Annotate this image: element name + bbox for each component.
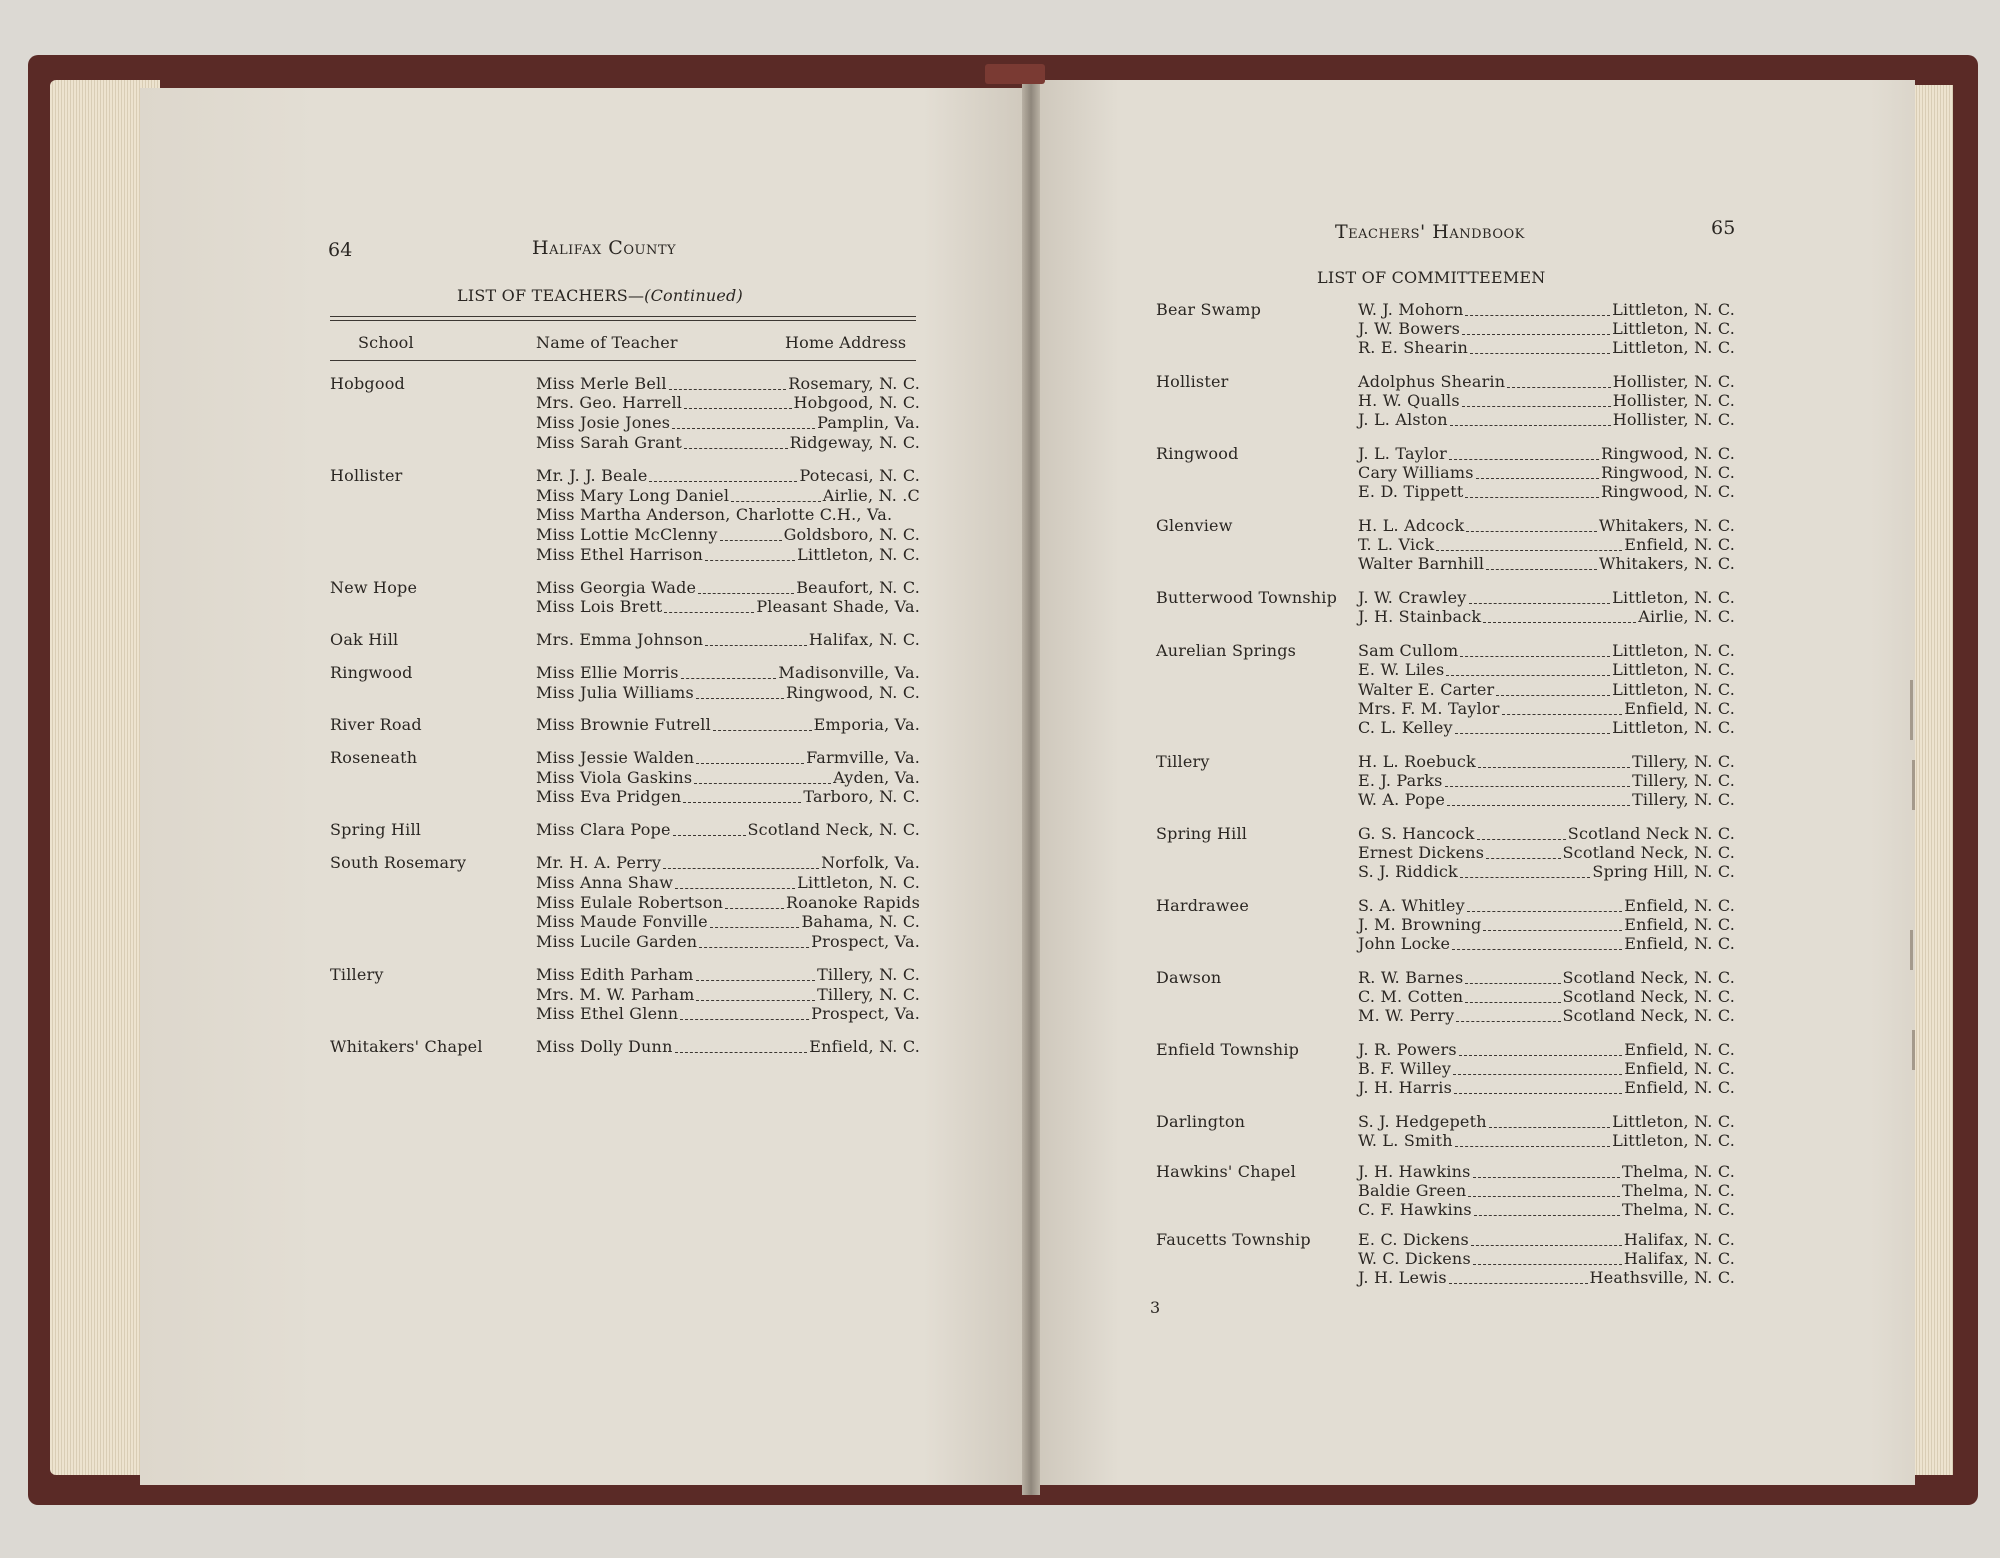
person-name: Mrs. F. M. Taylor: [1358, 699, 1500, 718]
home-address: Rosemary, N. C.: [788, 374, 920, 393]
spine-headband: [985, 64, 1045, 84]
leader-dots: [1445, 786, 1630, 787]
school-name: Ringwood: [1156, 444, 1239, 463]
leader-dots: [1496, 695, 1610, 696]
home-address: Littleton, N. C.: [1612, 718, 1735, 737]
person-name: M. W. Perry: [1358, 1006, 1455, 1025]
header-rule-bottom: [330, 360, 916, 361]
home-address: Potecasi, N. C.: [799, 466, 920, 485]
person-name: C. M. Cotten: [1358, 987, 1464, 1006]
home-address: Prospect, Va.: [811, 1004, 920, 1023]
leader-dots: [705, 645, 807, 646]
person-name: Miss Martha Anderson, Charlotte C.H., Va.: [536, 505, 893, 524]
right-page: [1030, 80, 1915, 1485]
person-name: J. L. Taylor: [1358, 444, 1447, 463]
person-name: Miss Maude Fonville: [536, 912, 708, 931]
home-address: Hollister, N. C.: [1612, 410, 1735, 429]
home-address: Tillery, N. C.: [1632, 771, 1735, 790]
person-name: W. J. Mohorn: [1358, 300, 1464, 319]
show-through-mark: [1912, 760, 1915, 810]
leader-dots: [1449, 1283, 1588, 1284]
home-address: Enfield, N. C.: [1624, 535, 1735, 554]
home-address: Tillery, N. C.: [817, 965, 920, 984]
home-address: Whitakers, N. C.: [1598, 516, 1735, 535]
leader-dots: [1465, 983, 1561, 984]
leader-dots: [1459, 1055, 1622, 1056]
person-name: H. L. Adcock: [1358, 516, 1465, 535]
person-name: J. H. Lewis: [1358, 1268, 1447, 1287]
person-name: W. A. Pope: [1358, 790, 1446, 809]
school-name: Glenview: [1156, 516, 1233, 535]
school-name: Enfield Township: [1156, 1040, 1300, 1059]
home-address: Littleton, N. C.: [1612, 338, 1735, 357]
leader-dots: [1436, 550, 1622, 551]
school-name: River Road: [330, 715, 422, 734]
person-name: Baldie Green: [1358, 1181, 1467, 1200]
leader-dots: [696, 980, 815, 981]
person-name: Miss Ellie Morris: [536, 663, 679, 682]
leader-dots: [696, 763, 804, 764]
home-address: Halifax, N. C.: [1623, 1230, 1735, 1249]
leader-dots: [1462, 406, 1611, 407]
person-name: W. C. Dickens: [1358, 1249, 1471, 1268]
leader-dots: [1469, 603, 1610, 604]
left-page-number: 64: [328, 239, 353, 261]
school-name: New Hope: [330, 578, 418, 597]
home-address: Ringwood, N. C.: [1601, 444, 1735, 463]
person-name: C. L. Kelley: [1358, 718, 1453, 737]
leader-dots: [675, 888, 795, 889]
school-name: Spring Hill: [1156, 824, 1248, 843]
person-name: E. J. Parks: [1358, 771, 1443, 790]
column-header-address: Home Address: [785, 333, 907, 352]
leader-dots: [1476, 478, 1599, 479]
person-name: S. J. Hedgepeth: [1358, 1112, 1487, 1131]
person-name: Walter Barnhill: [1358, 554, 1485, 573]
leader-dots: [1450, 425, 1611, 426]
leader-dots: [1466, 531, 1597, 532]
leader-dots: [684, 408, 792, 409]
show-through-mark: [1910, 930, 1913, 970]
leader-dots: [1489, 1127, 1610, 1128]
right-section-title: LIST OF COMMITTEEMEN: [1317, 268, 1546, 287]
home-address: Enfield, N. C.: [1624, 1040, 1735, 1059]
person-name: Miss Clara Pope: [536, 820, 671, 839]
person-name: J. R. Powers: [1358, 1040, 1457, 1059]
home-address: Roanoke Rapids: [786, 893, 920, 912]
leader-dots: [1486, 569, 1597, 570]
home-address: Littleton, N. C.: [1612, 641, 1735, 660]
home-address: Airlie, N. .C: [822, 486, 920, 505]
home-address: Littleton, N. C.: [1612, 680, 1735, 699]
home-address: Heathsville, N. C.: [1589, 1268, 1735, 1287]
leader-dots: [713, 730, 812, 731]
leader-dots: [1456, 1021, 1561, 1022]
home-address: Ridgeway, N. C.: [789, 433, 920, 452]
leader-dots: [1460, 877, 1590, 878]
home-address: Halifax, N. C.: [1623, 1249, 1735, 1268]
leader-dots: [663, 868, 819, 869]
leader-dots: [1465, 315, 1610, 316]
home-address: Scotland Neck, N. C.: [1562, 968, 1735, 987]
header-rule-top-2: [330, 320, 916, 321]
person-name: Miss Brownie Futrell: [536, 715, 711, 734]
home-address: Airlie, N. C.: [1638, 607, 1735, 626]
leader-dots: [675, 1052, 807, 1053]
home-address: Littleton, N. C.: [1612, 319, 1735, 338]
person-name: Mr. H. A. Perry: [536, 853, 662, 872]
home-address: Spring Hill, N. C.: [1592, 862, 1735, 881]
leader-dots: [681, 678, 776, 679]
person-name: Mrs. Emma Johnson: [536, 630, 704, 649]
leader-dots: [1502, 714, 1622, 715]
person-name: H. W. Qualls: [1358, 391, 1460, 410]
leader-dots: [1453, 1074, 1622, 1075]
person-name: Miss Ethel Harrison: [536, 545, 703, 564]
school-name: Oak Hill: [330, 630, 399, 649]
person-name: Miss Edith Parham: [536, 965, 694, 984]
person-name: Mrs. Geo. Harrell: [536, 393, 683, 412]
home-address: Hollister, N. C.: [1612, 391, 1735, 410]
school-name: Dawson: [1156, 968, 1222, 987]
leader-dots: [1455, 1146, 1610, 1147]
school-name: Aurelian Springs: [1156, 641, 1297, 660]
leader-dots: [1455, 733, 1610, 734]
leader-dots: [1478, 767, 1630, 768]
school-name: Ringwood: [330, 663, 413, 682]
home-address: Pamplin, Va.: [817, 413, 920, 432]
person-name: Mrs. M. W. Parham: [536, 985, 695, 1004]
school-name: Hawkins' Chapel: [1156, 1162, 1296, 1181]
home-address: Hollister, N. C.: [1612, 372, 1735, 391]
home-address: Norfolk, Va.: [821, 853, 920, 872]
leader-dots: [683, 802, 801, 803]
school-name: South Rosemary: [330, 853, 467, 872]
person-name: Miss Sarah Grant: [536, 433, 682, 452]
home-address: Scotland Neck, N. C.: [747, 820, 920, 839]
leader-dots: [1449, 459, 1599, 460]
person-name: J. M. Browning: [1358, 915, 1482, 934]
person-name: Adolphus Shearin: [1358, 372, 1506, 391]
school-name: Bear Swamp: [1156, 300, 1262, 319]
home-address: Enfield, N. C.: [1624, 915, 1735, 934]
home-address: Halifax, N. C.: [808, 630, 920, 649]
person-name: Miss Mary Long Daniel: [536, 486, 730, 505]
person-name: E. D. Tippett: [1358, 482, 1464, 501]
right-page-number: 65: [1711, 217, 1736, 239]
person-name: C. F. Hawkins: [1358, 1200, 1472, 1219]
person-name: Mr. J. J. Beale: [536, 466, 648, 485]
leader-dots: [705, 560, 795, 561]
leader-dots: [1447, 805, 1630, 806]
person-name: Miss Julia Williams: [536, 683, 694, 702]
leader-dots: [1483, 930, 1622, 931]
person-name: J. H. Harris: [1358, 1078, 1452, 1097]
person-name: Miss Georgia Wade: [536, 578, 697, 597]
leader-dots: [672, 428, 815, 429]
home-address: Tarboro, N. C.: [803, 787, 920, 806]
person-name: B. F. Willey: [1358, 1059, 1452, 1078]
person-name: Miss Lottie McClenny: [536, 525, 718, 544]
home-address: Madisonville, Va.: [778, 663, 920, 682]
leader-dots: [1465, 497, 1599, 498]
person-name: Miss Ethel Glenn: [536, 1004, 679, 1023]
home-address: Littleton, N. C.: [797, 545, 920, 564]
leader-dots: [1462, 334, 1610, 335]
leader-dots: [684, 448, 788, 449]
school-name: Hardrawee: [1156, 896, 1250, 915]
person-name: Miss Viola Gaskins: [536, 768, 693, 787]
signature-mark: 3: [1150, 1298, 1161, 1317]
leader-dots: [673, 835, 746, 836]
home-address: Emporia, Va.: [813, 715, 920, 734]
person-name: Miss Lucile Garden: [536, 932, 698, 951]
person-name: G. S. Hancock: [1358, 824, 1475, 843]
leader-dots: [1474, 1215, 1620, 1216]
home-address: Scotland Neck, N. C.: [1562, 843, 1735, 862]
home-address: Littleton, N. C.: [1612, 1131, 1735, 1150]
school-name: Hobgood: [330, 374, 405, 393]
home-address: Enfield, N. C.: [1624, 699, 1735, 718]
leader-dots: [696, 1000, 815, 1001]
person-name: S. J. Riddick: [1358, 862, 1458, 881]
left-section-title: [457, 286, 743, 306]
home-address: Ayden, Va.: [833, 768, 920, 787]
home-address: Scotland Neck, N. C.: [1562, 1006, 1735, 1025]
person-name: J. W. Crawley: [1358, 588, 1467, 607]
school-name: Roseneath: [330, 748, 418, 767]
person-name: Sam Cullom: [1358, 641, 1459, 660]
home-address: Enfield, N. C.: [1624, 896, 1735, 915]
school-name: Hollister: [1156, 372, 1229, 391]
leader-dots: [699, 947, 809, 948]
home-address: Enfield, N. C.: [1624, 1059, 1735, 1078]
school-name: Darlington: [1156, 1112, 1246, 1131]
person-name: Ernest Dickens: [1358, 843, 1485, 862]
leader-dots: [1452, 949, 1622, 950]
home-address: Ringwood, N. C.: [1601, 482, 1735, 501]
leader-dots: [664, 612, 754, 613]
school-name: Whitakers' Chapel: [330, 1037, 483, 1056]
person-name: Miss Eva Pridgen: [536, 787, 682, 806]
home-address: Littleton, N. C.: [1612, 300, 1735, 319]
home-address: Thelma, N. C.: [1622, 1181, 1735, 1200]
person-name: S. A. Whitley: [1358, 896, 1465, 915]
home-address: Littleton, N. C.: [1612, 660, 1735, 679]
leader-dots: [1454, 1093, 1622, 1094]
school-name: Spring Hill: [330, 820, 422, 839]
leader-dots: [1507, 387, 1611, 388]
leader-dots: [710, 927, 799, 928]
home-address: Pleasant Shade, Va.: [756, 597, 920, 616]
home-address: Tillery, N. C.: [1632, 790, 1735, 809]
home-address: Scotland Neck, N. C.: [1562, 987, 1735, 1006]
leader-dots: [696, 698, 784, 699]
leader-dots: [1467, 911, 1622, 912]
person-name: Miss Lois Brett: [536, 597, 663, 616]
home-address: Scotland Neck N. C.: [1567, 824, 1735, 843]
person-name: H. L. Roebuck: [1358, 752, 1476, 771]
header-rule-top: [330, 316, 916, 317]
person-name: Miss Anna Shaw: [536, 873, 674, 892]
home-address: Littleton, N. C.: [1612, 588, 1735, 607]
person-name: J. H. Hawkins: [1358, 1162, 1471, 1181]
person-name: R. E. Shearin: [1358, 338, 1469, 357]
home-address: Ringwood, N. C.: [786, 683, 920, 702]
leader-dots: [731, 501, 821, 502]
leader-dots: [1465, 1002, 1561, 1003]
person-name: E. C. Dickens: [1358, 1230, 1469, 1249]
home-address: Bahama, N. C.: [801, 912, 920, 931]
person-name: Miss Josie Jones: [536, 413, 671, 432]
home-address: Enfield, N. C.: [1624, 934, 1735, 953]
leader-dots: [1470, 353, 1610, 354]
person-name: J. W. Bowers: [1358, 319, 1460, 338]
home-address: Thelma, N. C.: [1622, 1200, 1735, 1219]
home-address: Littleton, N. C.: [1612, 1112, 1735, 1131]
leader-dots: [1471, 1245, 1622, 1246]
home-address: Whitakers, N. C.: [1598, 554, 1735, 573]
person-name: Miss Eulale Robertson: [536, 893, 724, 912]
home-address: Beaufort, N. C.: [796, 578, 920, 597]
leader-dots: [1468, 1196, 1620, 1197]
person-name: J. L. Alston: [1358, 410, 1448, 429]
leader-dots: [1446, 675, 1610, 676]
person-name: T. L. Vick: [1358, 535, 1435, 554]
right-running-head: Teachers' Handbook: [1335, 221, 1525, 243]
leader-dots: [649, 481, 797, 482]
home-address: Tillery, N. C.: [817, 985, 920, 1004]
person-name: E. W. Liles: [1358, 660, 1445, 679]
home-address: Tillery, N. C.: [1632, 752, 1735, 771]
leader-dots: [1477, 839, 1566, 840]
school-name: Faucetts Township: [1156, 1230, 1311, 1249]
home-address: Thelma, N. C.: [1622, 1162, 1735, 1181]
section-title-text: LIST OF TEACHERS—: [457, 286, 645, 305]
column-header-name: Name of Teacher: [536, 333, 678, 352]
left-running-head: Halifax County: [532, 237, 677, 259]
leader-dots: [720, 540, 782, 541]
home-address: Ringwood, N. C.: [1601, 463, 1735, 482]
column-header-school: School: [358, 333, 414, 352]
school-name: Tillery: [330, 965, 384, 984]
book-spine: [1022, 70, 1040, 1495]
leader-dots: [1486, 858, 1561, 859]
person-name: Walter E. Carter: [1358, 680, 1495, 699]
home-address: Littleton, N. C.: [797, 873, 920, 892]
show-through-mark: [1910, 680, 1913, 740]
leader-dots: [698, 593, 794, 594]
person-name: Cary Williams: [1358, 463, 1474, 482]
person-name: Miss Jessie Walden: [536, 748, 695, 767]
leader-dots: [694, 783, 831, 784]
leader-dots: [1483, 622, 1636, 623]
leader-dots: [669, 389, 786, 390]
home-address: Farmville, Va.: [806, 748, 920, 767]
home-address: Hobgood, N. C.: [793, 393, 920, 412]
leader-dots: [680, 1019, 809, 1020]
person-name: R. W. Barnes: [1358, 968, 1464, 987]
leader-dots: [1460, 656, 1610, 657]
home-address: Prospect, Va.: [811, 932, 920, 951]
person-name: J. H. Stainback: [1358, 607, 1482, 626]
school-name: Butterwood Township: [1156, 588, 1338, 607]
leader-dots: [725, 908, 784, 909]
home-address: Goldsboro, N. C.: [783, 525, 920, 544]
home-address: Enfield, N. C.: [809, 1037, 920, 1056]
home-address: Enfield, N. C.: [1624, 1078, 1735, 1097]
section-title-suffix: (Continued): [644, 286, 743, 305]
show-through-mark: [1912, 1030, 1915, 1070]
person-name: Miss Dolly Dunn: [536, 1037, 673, 1056]
leader-dots: [1473, 1264, 1622, 1265]
person-name: John Locke: [1358, 934, 1451, 953]
leader-dots: [1473, 1177, 1620, 1178]
person-name: W. L. Smith: [1358, 1131, 1453, 1150]
school-name: Tillery: [1156, 752, 1210, 771]
person-name: Miss Merle Bell: [536, 374, 667, 393]
school-name: Hollister: [330, 466, 403, 485]
